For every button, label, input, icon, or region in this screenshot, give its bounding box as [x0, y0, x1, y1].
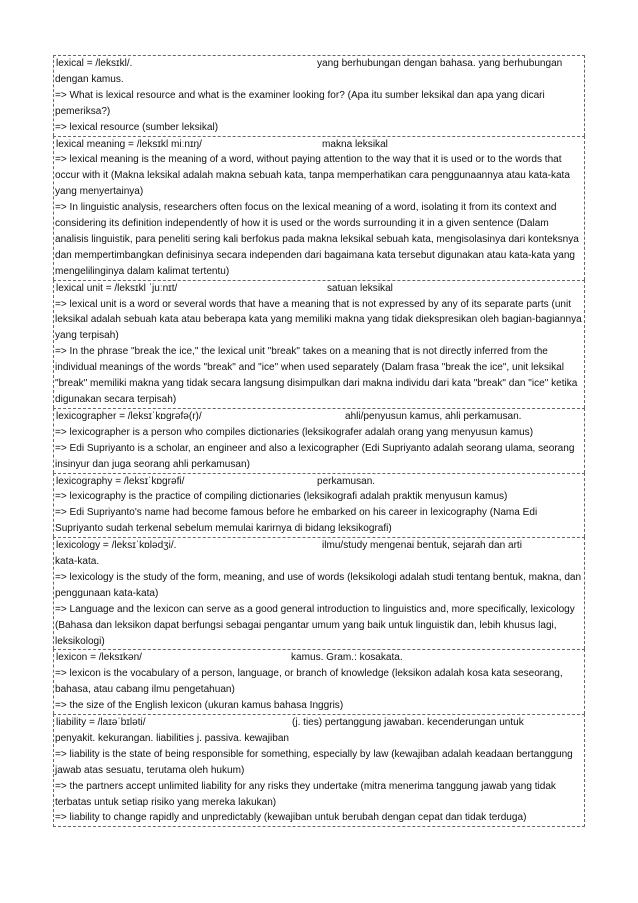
entry-header — [55, 281, 583, 297]
entry-line: => Language and the lexicon can serve as a good general introduction to linguistics and, more specifically, lexicology (Bahasa dan leksikon dapat berfungsi sebagai pengantar umum yang baik untuk linguistik dan, lebih khusus lagi, leksikologi) — [55, 603, 575, 647]
entry-line: => In linguistic analysis, researchers often focus on the lexical meaning of a word, isolating it from its context and considering its definition independently of how it is used or the words surrounding it in a given sentence (Dalam analisis linguistik, para peneliti sering kali berfokus pada makna leksikal sebuah kata, mengisolasinya dari konteksnya dan mempertimbangkan definisinya secara independen dari bagaimana kata tersebut digunakan atau kata-kata yang mengelilinginya dalam kalimat tertentu) — [55, 202, 579, 277]
entry-term: lexicographer = /leksɪˈkɒɡrəfə(r)/ — [56, 410, 202, 422]
entry-term: lexicon = /leksɪkən/ — [56, 652, 142, 664]
entry-line: => Edi Supriyanto is a scholar, an engineer and also a lexicographer (Edi Supriyanto adalah seorang ulama, seorang insinyur dan juga seorang ahli perkamusan) — [55, 442, 575, 470]
entry-translation: satuan leksikal — [327, 282, 393, 294]
entry-term: lexical = /leksɪkl/. — [56, 58, 133, 69]
entry-line: dengan kamus. — [55, 73, 124, 85]
entry-translation: kamus. Gram.: kosakata. — [291, 652, 403, 664]
entry-line: => Edi Supriyanto's name had become famous before he embarked on his career in lexicography (Nama Edi Supriyanto sudah terkenal sebelum memulai karirnya di bidang leksikografi) — [55, 507, 538, 535]
entry-header — [55, 715, 583, 731]
entry-line: => liability is the state of being responsible for something, especially by law (kewajiban adalah keadaan bertanggung jawab atas sesuatu, terutama oleh hukum) — [55, 748, 573, 776]
entry-line: => lexicography is the practice of compiling dictionaries (leksikografi adalah praktik menyusun kamus) — [55, 491, 508, 503]
entry-term: liability = /laɪəˈbɪləti/ — [56, 717, 146, 729]
entry-translation: perkamusan. — [317, 475, 376, 487]
entry-lexicon — [53, 649, 585, 714]
entry-header — [55, 474, 583, 490]
entry-line: => In the phrase "break the ice," the lexical unit "break" takes on a meaning that is not directly inferred from the individual meanings of the words "break" and "ice" when used separately (Dalam frasa "break the ice", unit leksikal "break" memiliki makna yang tidak secara langsung disimpulkan dari makna individu dari kata "break" dan "ice" ketika digunakan secara terpisah) — [55, 346, 578, 405]
entry-line: => lexical resource (sumber leksikal) — [55, 121, 219, 133]
entry-header — [55, 650, 583, 666]
entry-header — [55, 538, 583, 554]
entry-translation: yang berhubungan dengan bahasa. yang berhubungan — [317, 58, 563, 69]
entry-line: => What is lexical resource and what is the examiner looking for? (Apa itu sumber leksikal dan apa yang dicari pemeriksa?) — [55, 89, 545, 117]
entry-term: lexicography = /leksɪˈkɒɡrəfi/ — [56, 475, 185, 487]
entry-lexical-meaning — [53, 136, 585, 280]
entry-line: => lexicon is the vocabulary of a person, language, or branch of knowledge (leksikon adalah kosa kata seseorang, bahasa, atau cabang ilmu pengetahuan) — [55, 668, 563, 696]
entry-term: lexical meaning = /leksɪkl miːnɪŋ/ — [56, 138, 202, 150]
entry-term: lexicology = /leksɪˈkɒlədʒi/. — [56, 540, 177, 552]
entry-header — [55, 409, 583, 425]
entry-term: lexical unit = /leksɪkl ˈjuːnɪt/ — [56, 282, 178, 294]
entry-header — [55, 56, 583, 72]
entry-line: => lexicology is the study of the form, meaning, and use of words (leksikologi adalah studi tentang bentuk, makna, dan penggunaan kata-kata) — [55, 571, 582, 599]
entry-translation: ahli/penyusun kamus, ahli perkamusan. — [345, 410, 522, 422]
entry-lexicology — [53, 537, 585, 649]
entry-lexical — [53, 55, 585, 136]
entry-lexicography — [53, 473, 585, 538]
entry-line: penyakit. kekurangan. liabilities j. passiva. kewajiban — [55, 732, 289, 744]
entry-header — [55, 137, 583, 153]
entry-line: => the partners accept unlimited liability for any risks they undertake (mitra menerima tanggung jawab yang tidak terbatas untuk setiap risiko yang mereka lakukan) — [55, 780, 556, 808]
entry-translation: makna leksikal — [322, 138, 388, 150]
entry-lexical-unit — [53, 280, 585, 408]
entry-lexicographer — [53, 408, 585, 473]
entry-liability — [53, 714, 585, 827]
entry-line: => liability to change rapidly and unpredictably (kewajiban untuk berubah dengan cepat dan tidak terduga) — [55, 812, 527, 824]
entry-line: => lexical unit is a word or several words that have a meaning that is not expressed by any of its separate parts (unit leksikal adalah sebuah kata atau beberapa kata yang memiliki makna yang tidak diekspresikan oleh bagian-bagiannya yang terpisah) — [55, 298, 582, 342]
glossary-page — [53, 55, 585, 827]
entry-translation: ilmu/study mengenai bentuk, sejarah dan arti — [322, 540, 522, 552]
entry-line: => lexical meaning is the meaning of a word, without paying attention to the way that it is used or to the words that occur with it (Makna leksikal adalah makna sebuah kata, tanpa memperhatikan cara penggunaannya atau kata-kata yang menyertainya) — [55, 154, 570, 198]
entry-line: => lexicographer is a person who compiles dictionaries (leksikografer adalah orang yang menyusun kamus) — [55, 426, 534, 438]
entry-translation: (j. ties) pertanggung jawaban. kecenderungan untuk — [292, 717, 524, 729]
entry-line: => the size of the English lexicon (ukuran kamus bahasa Inggris) — [55, 700, 344, 712]
entry-line: kata-kata. — [55, 556, 100, 567]
